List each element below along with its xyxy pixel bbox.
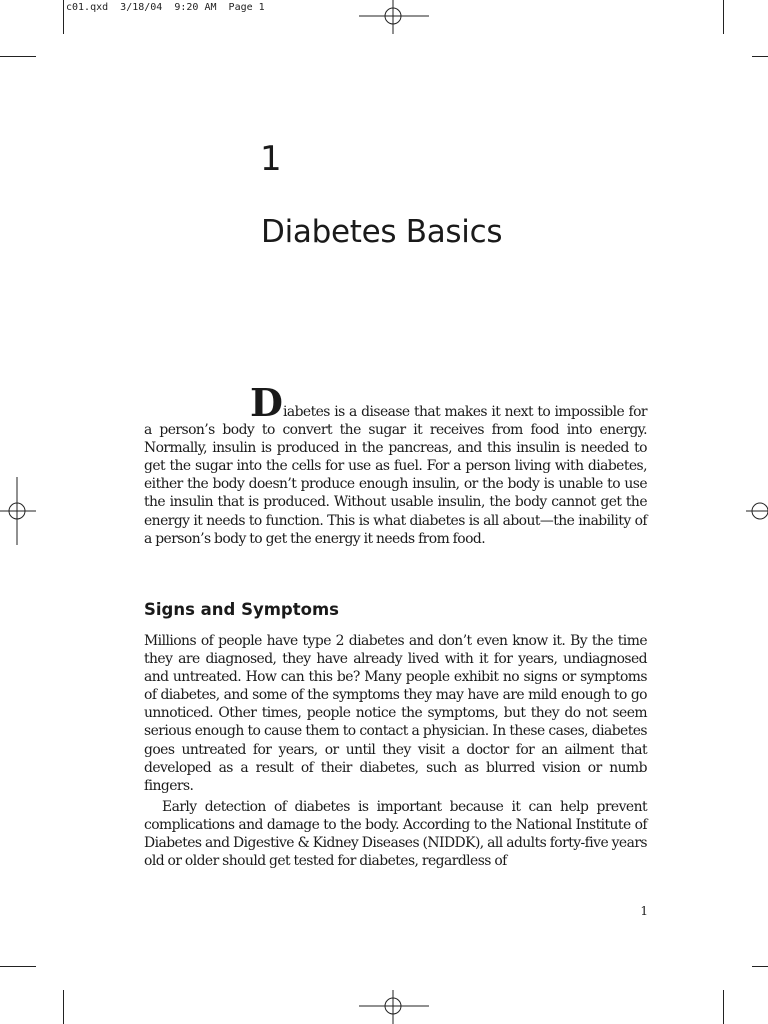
body-paragraph: Millions of people have type 2 diabetes and don’t even know it. By the time they are diagnosed, they have already lived with it for years, undiagnosed and untreated. How can this be? Many people exhibit no signs or symptoms of diabetes, and some of the symptoms they may have are mild enough to go unnoticed. Other times, people notice the symptoms, but they do not seem serious enough to cause them to contact a physician. In these cases, diabetes goes untreated for years, or until they visit a doctor for an ailment that developed as a result of their diabetes, such as blurred vision or numb fingers. <box>144 633 647 794</box>
body-paragraph: Early detection of diabetes is important because it can help prevent complications and damage to the body. According to the National Institute of Diabetes and Digestive & Kidney Diseases (NIDDK), all adults forty-five years old or older should get tested for diabetes, regardless of <box>144 799 647 870</box>
print-slug: c01.qxd 3/18/04 9:20 AM Page 1 <box>66 2 265 13</box>
registration-mark-bottom <box>359 990 429 1024</box>
registration-mark-left <box>0 477 36 545</box>
chapter-title: Diabetes Basics <box>261 214 503 250</box>
intro-text: iabetes is a disease that makes it next to impossible for a person’s body to convert the sugar it receives from food into energy. Normally, insulin is produced in the pancreas, and this insulin is needed to get the sugar into the cells for use as fuel. For a person living with diabetes, either the body doesn’t produce enough insulin, or the body is unable to use the insulin that is produced. Without usable insulin, the body cannot get the energy it needs to function. This is what diabetes is all about—the inability of a person’s body to get the energy it needs from food. <box>144 404 647 547</box>
chapter-number: 1 <box>260 139 282 179</box>
drop-cap: D <box>250 380 283 425</box>
registration-mark-top <box>359 0 429 34</box>
intro-paragraph <box>144 380 647 548</box>
page-number: 1 <box>640 904 648 918</box>
registration-mark-right <box>746 503 768 519</box>
section-heading: Signs and Symptoms <box>144 600 339 619</box>
